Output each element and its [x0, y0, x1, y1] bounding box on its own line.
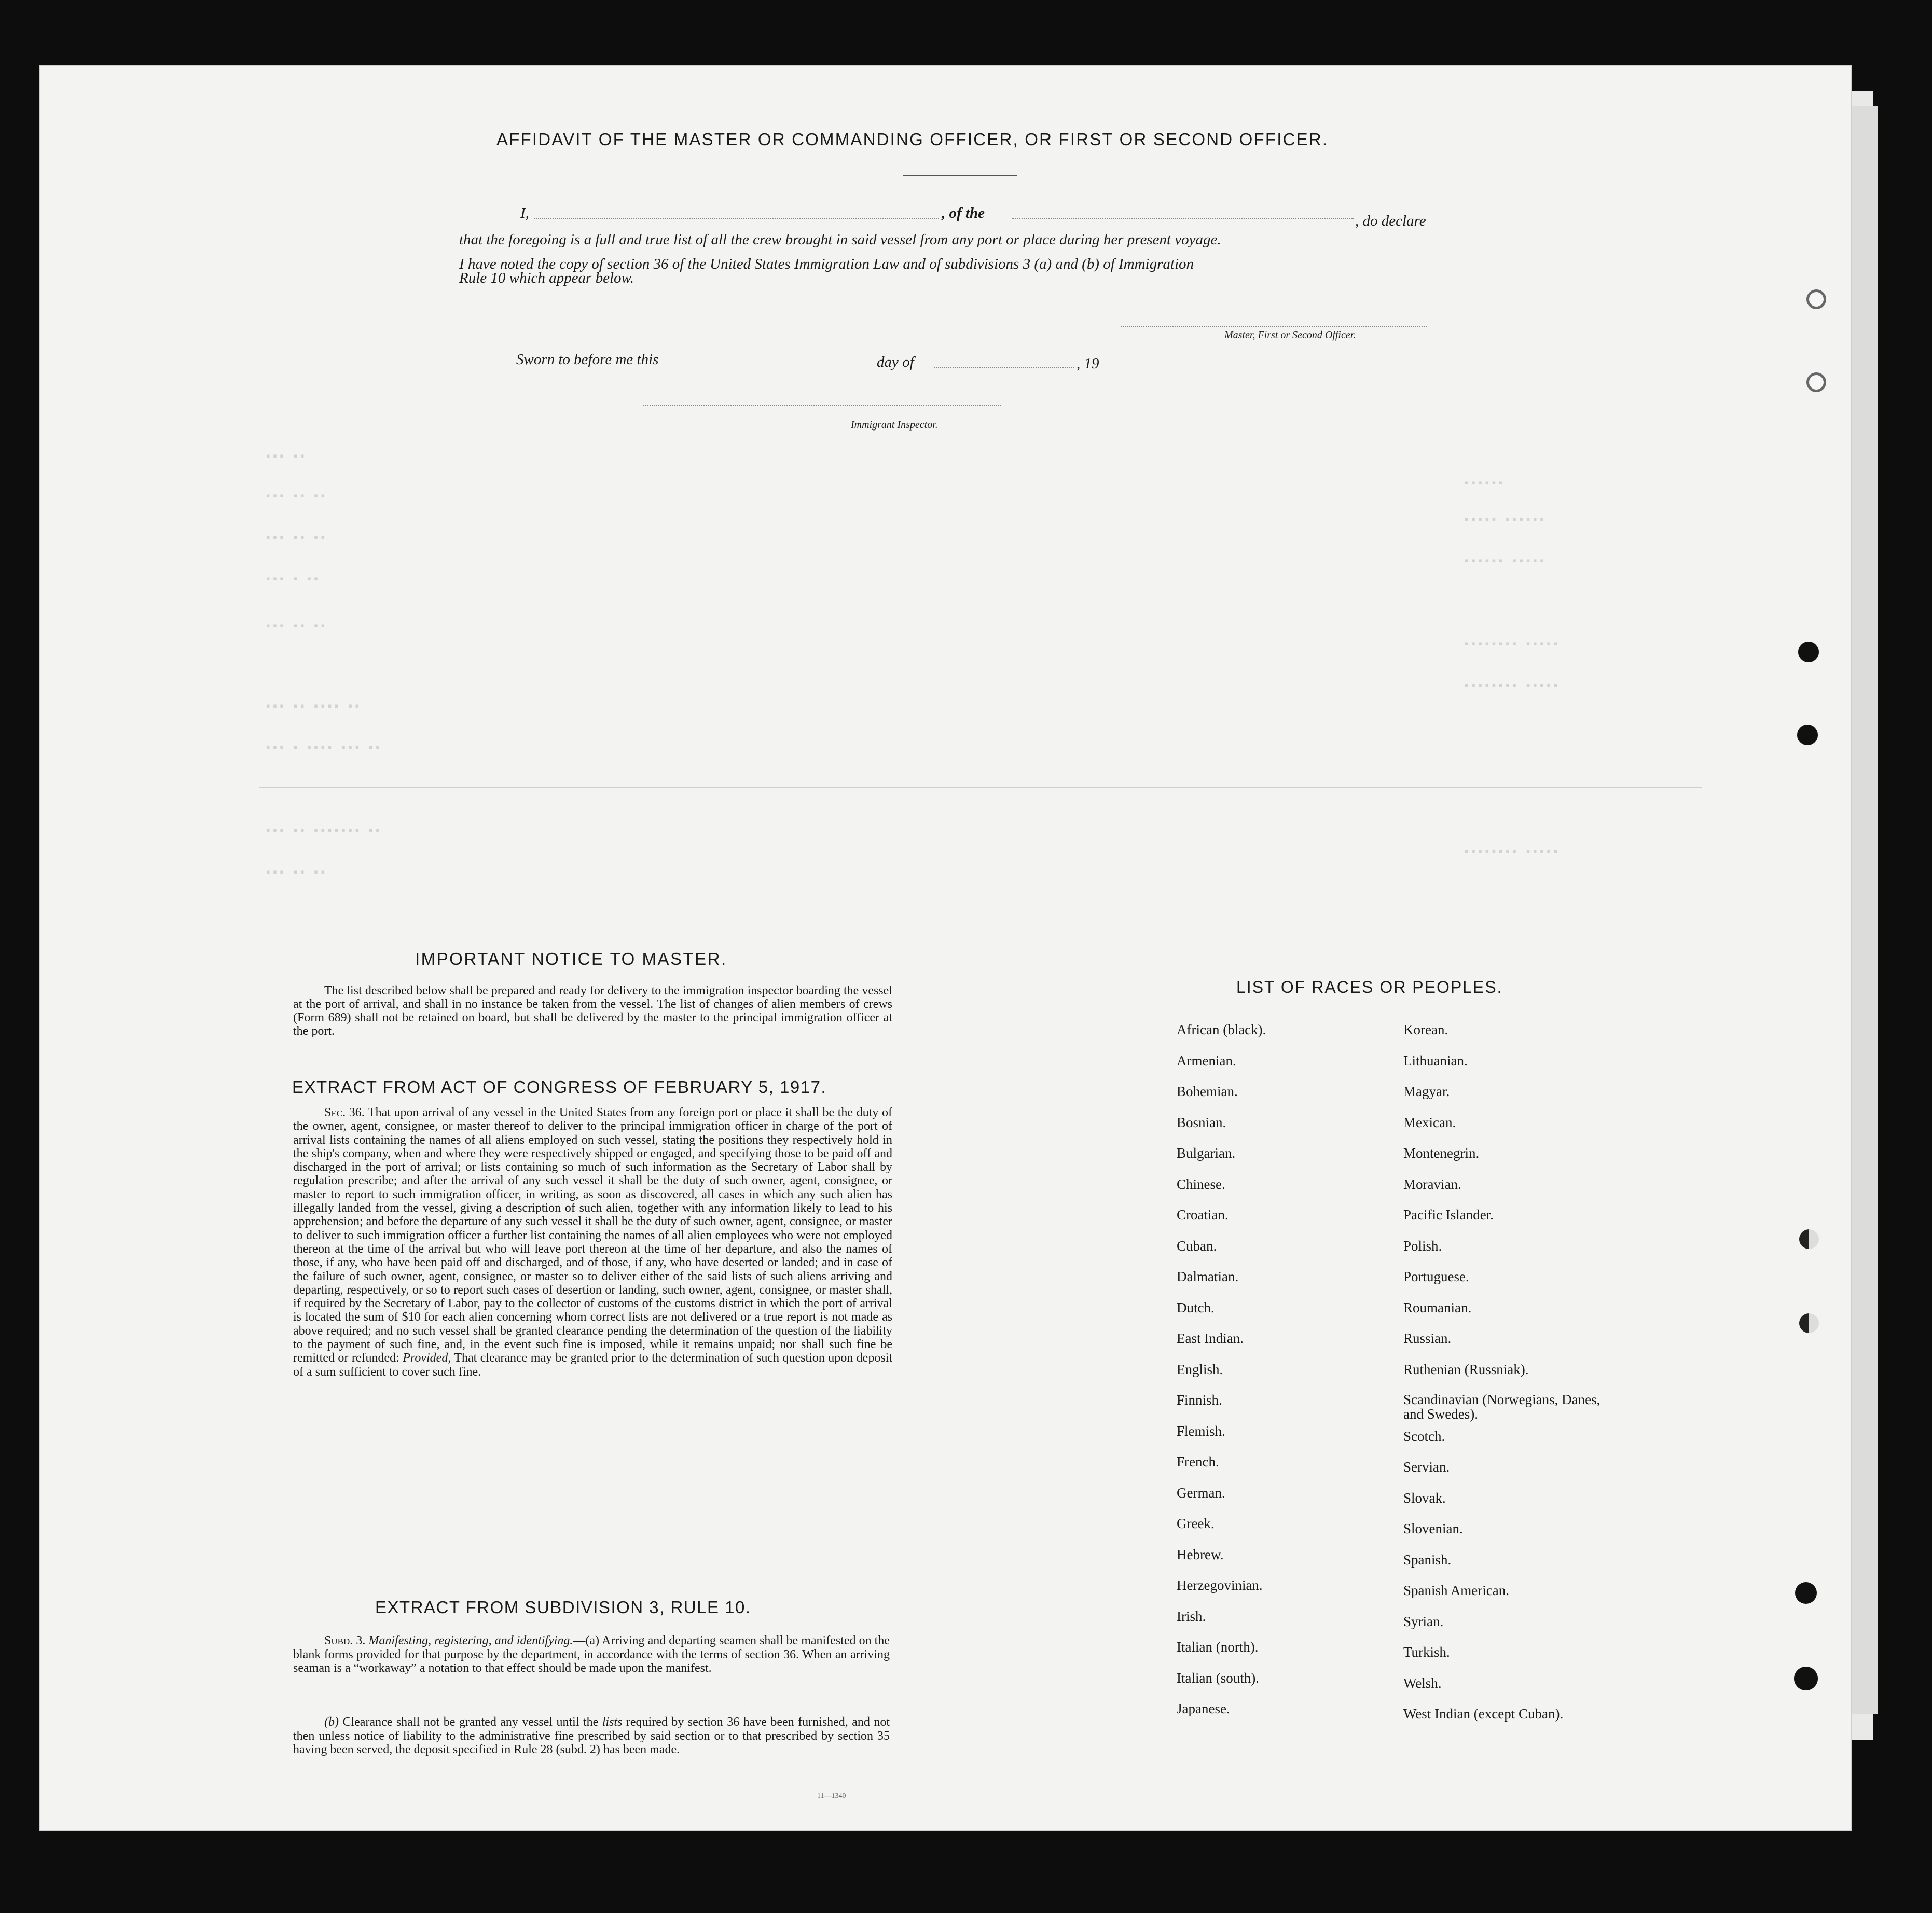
race-item: Roumanian.	[1403, 1299, 1472, 1315]
race-item: Italian (north).	[1177, 1639, 1259, 1655]
para-a-text: Arriving and departing seamen shall be manifested on the blank forms provided for that purpose by the department, in accordance with the terms of section 36. When an arriving seaman is a “workaway” a notation to that effect should be made upon the manifest.	[293, 1634, 890, 1675]
para-a-marker: —(a)	[573, 1634, 600, 1647]
bleed-through: ▪▪▪▪▪▪ ▪▪▪▪▪	[1463, 555, 1545, 568]
act-title: EXTRACT FROM ACT OF CONGRESS OF FEBRUARY 5, 1917.	[292, 1077, 827, 1097]
bleed-through: ▪▪▪▪▪▪	[1463, 477, 1505, 490]
race-item: Flemish.	[1177, 1423, 1225, 1439]
year-prefix: , 19	[1077, 355, 1099, 372]
para-b-lists: lists	[602, 1715, 623, 1729]
race-item: Moravian.	[1403, 1176, 1461, 1192]
inspector-label: Immigrant Inspector.	[851, 419, 938, 431]
affidavit-i-label: I,	[520, 205, 529, 221]
bleed-through: ▪▪▪ ▪▪ ▪▪	[265, 490, 326, 503]
binder-hole	[1794, 1667, 1818, 1690]
race-item: Scandinavian (Norwegians, Danes, and Swedes).	[1403, 1392, 1600, 1422]
race-item: German.	[1177, 1485, 1225, 1501]
notice-text: The list described below shall be prepared and ready for delivery to the immigration inspector boarding the vessel at the port of arrival, and shall in no instance be taken from the vessel. The list of changes of alien members of crews (Form 689) shall not be retained on board, but shall be delivered by the master to the principal immigration officer at the port.	[293, 984, 892, 1038]
month-blank[interactable]	[934, 367, 1074, 368]
race-item: Servian.	[1403, 1459, 1450, 1475]
race-item: Scotch.	[1403, 1428, 1445, 1444]
race-item: Turkish.	[1403, 1644, 1450, 1660]
day-of-label: day of	[877, 354, 914, 370]
notice-title: IMPORTANT NOTICE TO MASTER.	[415, 949, 727, 968]
form-number: 11—1340	[817, 1792, 846, 1800]
race-item: Italian (south).	[1177, 1670, 1259, 1686]
bleed-through: ▪▪▪ ▪▪	[265, 450, 306, 463]
binder-hole	[1797, 725, 1818, 745]
section-label: Sec. 36.	[324, 1106, 365, 1119]
bleed-through: ▪▪▪ ▪ ▪▪▪▪ ▪▪▪ ▪▪	[265, 742, 381, 755]
binder-hole	[1806, 372, 1826, 392]
binder-hole	[1806, 289, 1826, 309]
bleed-rule	[259, 787, 1702, 788]
races-title: LIST OF RACES OR PEOPLES.	[1236, 978, 1503, 996]
provided-word: Provided,	[403, 1351, 451, 1365]
race-item: Lithuanian.	[1403, 1052, 1468, 1069]
race-item: Syrian.	[1403, 1613, 1444, 1629]
binder-hole	[1799, 1313, 1819, 1333]
race-item: Bohemian.	[1177, 1084, 1238, 1099]
race-item: Portuguese.	[1403, 1269, 1469, 1284]
race-item: Russian.	[1403, 1330, 1452, 1346]
document-page	[40, 66, 1851, 1830]
para-b-marker: (b)	[324, 1715, 339, 1729]
race-item: African (black).	[1177, 1022, 1266, 1037]
race-item: Mexican.	[1403, 1114, 1456, 1130]
race-item: Irish.	[1177, 1608, 1206, 1624]
race-item: Herzegovinian.	[1177, 1577, 1263, 1593]
title-underline	[903, 175, 1017, 176]
race-item: Bosnian.	[1177, 1114, 1226, 1130]
do-declare-label: , do declare	[1355, 213, 1426, 229]
bleed-through: ▪▪▪ ▪▪ ▪▪	[265, 532, 326, 545]
race-item: Croatian.	[1177, 1207, 1229, 1223]
section-tail: That clearance may be granted prior to the determination of such question upon deposit of a sum sufficient to cover such fine.	[293, 1351, 893, 1379]
sworn-label: Sworn to before me this	[516, 351, 659, 368]
bleed-through: ▪▪▪ ▪▪ ▪▪	[265, 866, 326, 879]
notice-body	[293, 984, 892, 1038]
race-item: Polish.	[1403, 1238, 1442, 1254]
race-item: English.	[1177, 1361, 1223, 1377]
race-item: Welsh.	[1403, 1675, 1442, 1691]
para-b-text-2: required by section 36 have been furnished, and not then unless notice of liability to the administrative fine prescribed by said section or to that prescribed by section 35 having been served, the deposit specified in Rule 28 (subd. 2) has been made.	[293, 1715, 890, 1756]
para-b-text-1: Clearance shall not be granted any vessel until the	[342, 1715, 599, 1729]
race-item: Spanish American.	[1403, 1583, 1509, 1598]
section-36-body	[293, 1106, 892, 1379]
race-item: Bulgarian.	[1177, 1145, 1236, 1161]
of-the-label: , of the	[942, 205, 985, 221]
race-item: West Indian (except Cuban).	[1403, 1706, 1564, 1722]
bleed-through: ▪▪▪▪▪▪▪▪ ▪▪▪▪▪	[1463, 845, 1559, 858]
subdivision-para-b	[293, 1715, 890, 1757]
bleed-through: ▪▪▪ ▪ ▪▪	[265, 573, 320, 586]
race-item: Greek.	[1177, 1516, 1215, 1531]
inspector-signature-blank[interactable]	[643, 405, 1001, 406]
race-item: Hebrew.	[1177, 1546, 1224, 1562]
bleed-through: ▪▪▪ ▪▪ ▪▪▪▪▪▪▪ ▪▪	[265, 825, 381, 838]
subd-heading: Manifesting, registering, and identifying.	[368, 1634, 573, 1647]
race-item: Finnish.	[1177, 1392, 1222, 1408]
binder-hole	[1799, 1229, 1819, 1249]
name-blank[interactable]	[534, 218, 939, 219]
race-item: Armenian.	[1177, 1052, 1236, 1069]
subdivision-para-a	[293, 1634, 890, 1675]
race-item: Cuban.	[1177, 1238, 1217, 1254]
affidavit-line-4: Rule 10 which appear below.	[459, 270, 634, 286]
race-item: Slovenian.	[1403, 1521, 1463, 1536]
subd-label: Subd. 3.	[324, 1634, 366, 1647]
race-item: East Indian.	[1177, 1330, 1244, 1346]
bleed-through: ▪▪▪▪▪▪▪▪ ▪▪▪▪▪	[1463, 680, 1559, 692]
subdivision-title: EXTRACT FROM SUBDIVISION 3, RULE 10.	[375, 1598, 751, 1617]
race-item: Dalmatian.	[1177, 1269, 1239, 1284]
race-item: Korean.	[1403, 1022, 1448, 1037]
affidavit-line-3: I have noted the copy of section 36 of the United States Immigration Law and of subdivisions 3 (a) and (b) of Immigration	[459, 256, 1194, 272]
affidavit-title: AFFIDAVIT OF THE MASTER OR COMMANDING OFFICER, OR FIRST OR SECOND OFFICER.	[496, 130, 1329, 149]
race-item: Pacific Islander.	[1403, 1207, 1494, 1223]
affidavit-line-2: that the foregoing is a full and true list of all the crew brought in said vessel from any port or place during her present voyage.	[459, 231, 1221, 248]
vessel-blank[interactable]	[1012, 218, 1354, 219]
race-item: Dutch.	[1177, 1299, 1215, 1315]
binder-hole	[1795, 1582, 1817, 1604]
binder-hole	[1798, 642, 1819, 662]
race-item: Japanese.	[1177, 1701, 1230, 1716]
bleed-through: ▪▪▪ ▪▪ ▪▪▪▪ ▪▪	[265, 700, 361, 713]
race-item: French.	[1177, 1454, 1219, 1470]
bleed-through: ▪▪▪ ▪▪ ▪▪	[265, 620, 326, 633]
officer-label: Master, First or Second Officer.	[1224, 329, 1356, 341]
race-item: Chinese.	[1177, 1176, 1225, 1192]
race-item: Spanish.	[1403, 1551, 1452, 1568]
race-item: Ruthenian (Russniak).	[1403, 1361, 1529, 1377]
race-item: Montenegrin.	[1403, 1145, 1480, 1161]
race-item: Slovak.	[1403, 1490, 1446, 1506]
officer-signature-blank[interactable]	[1121, 326, 1427, 327]
bleed-through: ▪▪▪▪▪▪▪▪ ▪▪▪▪▪	[1463, 638, 1559, 651]
race-item: Magyar.	[1403, 1084, 1450, 1099]
bleed-through: ▪▪▪▪▪ ▪▪▪▪▪▪	[1463, 514, 1545, 526]
section-text: That upon arrival of any vessel in the United States from any foreign port or place it shall be the duty of the owner, agent, consignee, or master thereof to deliver to the principal immigration officer in charge of the port of arrival lists containing the names of all aliens employed on such vessel, stating the positions they respectively hold in the ship's company, when and where they were respectively shipped or engaged, and specifying those to be paid off and discharged in the port of arrival; or lists containing so much of such information as the Secretary of Labor shall by regulation prescribe; and after the arrival of any such vessel it shall be the duty of such owner, agent, consignee, or master to report to such immigration officer, in writing, as soon as discovered, all cases in which any such alien has illegally landed from the vessel, giving a description of such alien, together with any information likely to lead to his apprehension; and before the departure of any such vessel it shall be the duty of such owner, agent, consignee, or master to deliver to such immigration officer a further list containing the names of all alien employees who were not employed thereon at the time of the arrival but who will leave port thereon at the time of her departure, and also the names of those, if any, who have been paid off and discharged, and of those, if any, who have deserted or landed; and in case of the failure of such owner, agent, consignee, or master so to deliver either of the said lists of such aliens arriving and departing, respectively, or so to report such cases of desertion or landing, such owner, agent, consignee, or master shall, if required by the Secretary of Labor, pay to the collector of customs of the customs district in which the port of arrival is located the sum of $10 for each alien concerning whom correct lists are not delivered or a true report is not made as above required; and no such vessel shall be granted clearance pending the determination of the question of the liability to the payment of such fine, and, in the event such fine is imposed, while it remains unpaid; nor shall such fine be remitted or refunded:	[293, 1106, 892, 1365]
